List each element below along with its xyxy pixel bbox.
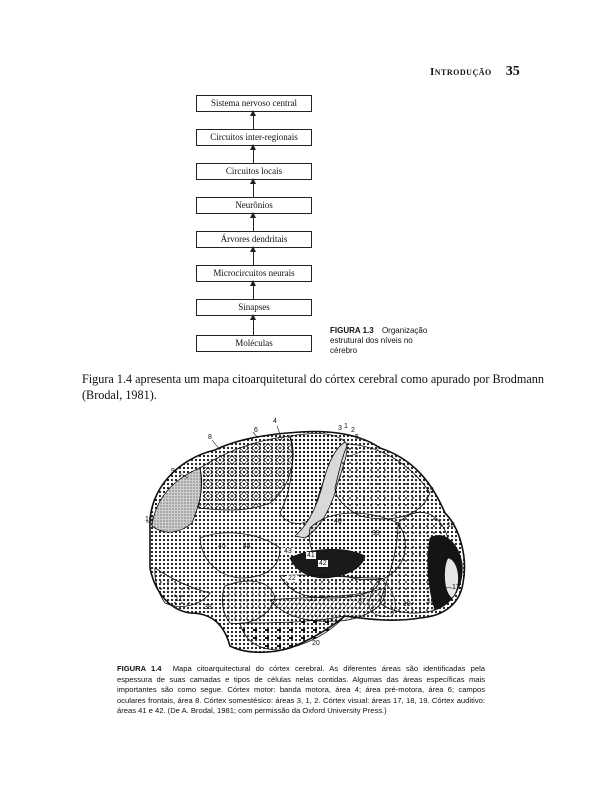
brain-area-label: 38	[204, 604, 212, 611]
level-box-neuronios: Neurônios	[196, 197, 312, 214]
brain-area-label: 8	[208, 434, 212, 441]
arrow-up-icon	[253, 281, 254, 299]
level-box-circuitos-locais: Circuitos locais	[196, 163, 312, 180]
brain-area-label: 17	[452, 584, 460, 591]
brain-area-label: 11	[175, 596, 183, 603]
arrow-up-icon	[253, 111, 254, 129]
brain-area-label: 18	[427, 598, 435, 605]
brain-area-label: 19	[403, 601, 411, 608]
brain-area-label: 19	[426, 487, 434, 494]
area-5-7-region	[335, 444, 430, 519]
brain-area-label: 44	[243, 543, 251, 550]
arrow-up-icon	[253, 315, 254, 335]
running-title: Introdução	[430, 66, 492, 78]
arrow-up-icon	[253, 179, 254, 197]
figure-1-4-brodmann-map	[130, 418, 480, 663]
page-number: 35	[505, 64, 520, 79]
brain-illustration	[130, 418, 480, 663]
brain-area-label: 22	[288, 575, 296, 582]
brain-area-label: 20	[312, 640, 320, 647]
brain-area-label: 42	[319, 560, 327, 567]
arrow-up-icon	[253, 145, 254, 163]
brain-area-label: 21	[309, 596, 317, 603]
level-box-microcircuitos-neurais: Microcircuitos neurais	[196, 265, 312, 282]
brain-area-label: 18	[447, 522, 455, 529]
figure-1-3-caption-text: Organização estrutural dos níveis no cérebro	[330, 326, 428, 355]
brain-area-label: 3	[338, 425, 342, 432]
level-box-arvores-dendritais: Árvores dendritais	[196, 231, 312, 248]
brain-area-label: 39	[372, 530, 380, 537]
body-paragraph: Figura 1.4 apresenta um mapa citoarquitetural do córtex cerebral como apurado por Brodmann (Brodal, 1981).	[82, 372, 544, 402]
brain-area-label: 5	[355, 434, 359, 441]
brain-area-label: 45	[218, 543, 226, 550]
level-box-sistema-nervoso-central: Sistema nervoso central	[196, 95, 312, 112]
level-box-circuitos-inter-regionais: Circuitos inter-regionais	[196, 129, 312, 146]
arrow-up-icon	[253, 247, 254, 265]
brain-area-label: 40	[334, 518, 342, 525]
brain-area-label: 10	[145, 516, 153, 523]
brain-area-label: 37	[358, 598, 366, 605]
arrow-up-icon	[253, 213, 254, 231]
brain-area-label: 41	[307, 552, 315, 559]
figure-1-4-caption	[117, 664, 485, 717]
brain-area-label: 9	[171, 468, 175, 475]
brain-area-label: 6	[254, 427, 258, 434]
level-box-sinapses: Sinapses	[196, 299, 312, 316]
figure-1-3-label: FIGURA 1.3	[330, 326, 374, 335]
brain-area-label: 7	[376, 446, 380, 453]
brain-area-label: 43	[284, 548, 292, 555]
level-box-moleculas: Moléculas	[196, 335, 312, 352]
brain-area-label: 2	[351, 427, 355, 434]
brain-area-label: 1	[344, 423, 348, 430]
running-head	[430, 64, 550, 80]
brain-area-label: 4	[273, 418, 277, 425]
figure-1-4-label: FIGURA 1.4	[117, 664, 162, 673]
figure-1-3-caption	[330, 326, 440, 356]
figure-1-4-caption-text: Mapa citoarquitectural do córtex cerebral. As diferentes áreas são identificadas pela espessura de suas camadas e tipos de células nelas contidas. Algumas das áreas específicas mais importantes são como segue. Córtex motor: banda motora, área 4; área pré-motora, área 6; campos oculares frontais, área 8. Córtex somestésico: áreas 3, 1, 2. Córtex visual: áreas 17, 18, 19. Córtex auditivo: áreas 41 e 42. (De A. Brodal, 1981; com permissão da Oxford University Press.)	[117, 664, 485, 715]
